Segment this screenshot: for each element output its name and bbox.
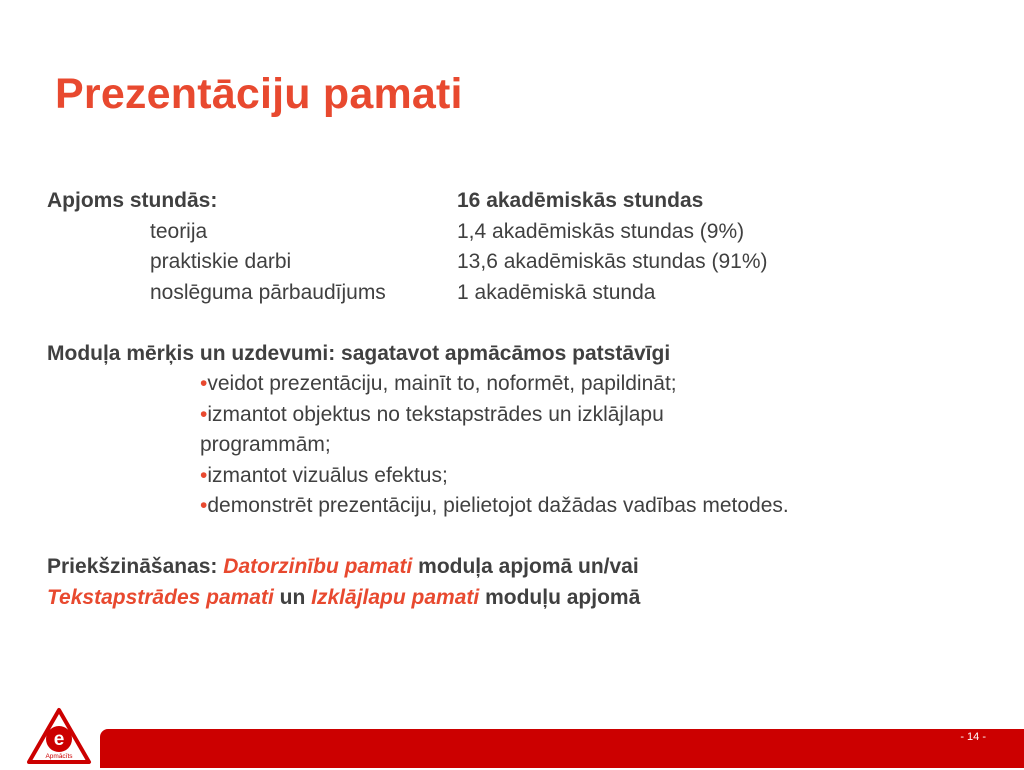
bullet-icon: • xyxy=(200,402,208,426)
goal-text: izmantot objektus no tekstapstrādes un izklājlapu xyxy=(207,402,664,426)
prereq-text-1: moduļa apjomā un/vai xyxy=(418,555,639,578)
goal-bullet xyxy=(47,369,1007,400)
goal-text: izmantot vizuālus efektus; xyxy=(207,463,448,487)
page-number: - 14 - xyxy=(960,731,986,743)
logo-text: Apmācīts xyxy=(45,753,73,760)
hours-item-name: praktiskie darbi xyxy=(150,250,292,273)
bullet-icon: • xyxy=(200,494,208,517)
prereq-module-2: Tekstapstrādes pamati xyxy=(47,585,274,609)
logo-triangle-icon xyxy=(26,707,92,765)
goals-heading xyxy=(47,339,1007,370)
spacer xyxy=(47,522,1007,553)
hours-row-theory xyxy=(47,217,1007,248)
hours-item-name: noslēguma pārbaudījums xyxy=(150,280,386,304)
goals-heading-text: Moduļa mērķis un uzdevumi: sagatavot apmācāmos patstāvīgi xyxy=(47,341,671,365)
hours-label: Apjoms stundās: xyxy=(47,189,218,212)
goal-bullet-continuation xyxy=(47,430,1007,461)
logo-letter: e xyxy=(53,729,65,750)
goal-text: demonstrēt prezentāciju, pielietojot dažādas vadības metodes. xyxy=(207,494,789,517)
footer-bar xyxy=(100,729,1024,768)
hours-total: 16 akadēmiskās stundas xyxy=(457,189,704,212)
hours-row-practice xyxy=(47,247,1007,278)
goal-text: programmām; xyxy=(200,433,331,456)
bullet-icon: • xyxy=(200,372,208,395)
prereq-module-3: Izklājlapu pamati xyxy=(311,585,480,609)
hours-row-exam xyxy=(47,278,1007,309)
slide-content xyxy=(47,186,1007,613)
hours-total-row xyxy=(47,186,1007,217)
slide-title: Prezentāciju pamati xyxy=(55,70,463,118)
hours-item-value: 1 akadēmiskā stunda xyxy=(457,280,656,304)
prereq-line-2 xyxy=(47,583,1007,614)
apmacits-logo xyxy=(26,707,92,765)
spacer xyxy=(47,308,1007,339)
prereq-text-2: un xyxy=(279,585,306,609)
prereq-text-3: moduļu apjomā xyxy=(485,585,641,609)
goal-bullet xyxy=(47,400,1007,431)
prereq-module-1: Datorzinību pamati xyxy=(223,555,413,578)
goal-bullet xyxy=(47,491,1007,522)
goal-bullet xyxy=(47,461,1007,492)
bullet-icon: • xyxy=(200,463,208,487)
hours-item-name: teorija xyxy=(150,219,208,243)
hours-item-value: 1,4 akadēmiskās stundas (9%) xyxy=(457,219,745,243)
prereq-label: Priekšzināšanas: xyxy=(47,555,218,578)
hours-item-value: 13,6 akadēmiskās stundas (91%) xyxy=(457,250,768,273)
prereq-line-1 xyxy=(47,552,1007,583)
goal-text: veidot prezentāciju, mainīt to, noformēt, papildināt; xyxy=(207,372,677,395)
